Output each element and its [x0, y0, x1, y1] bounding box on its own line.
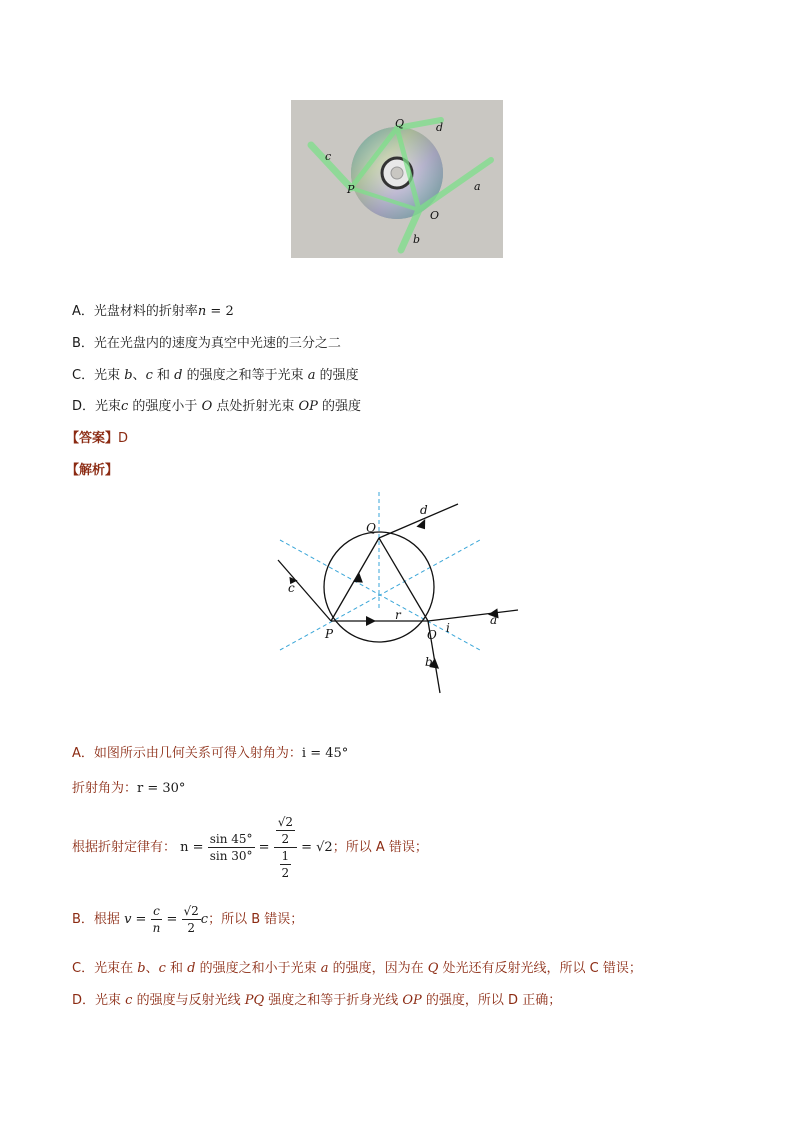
refraction-diagram — [270, 488, 530, 698]
solution-a3: 根据折射定律有： n = $\frac{\sin 45^\circ}{\sin 30^\circ}$ = $\frac{\frac{√2}{2}}{\frac{1}{2}}$ = √2；所以 A 错误； — [72, 815, 428, 880]
photo-label-q: Q — [395, 117, 405, 130]
diagram-label-c: c — [288, 581, 295, 595]
photo-label-b: b — [413, 233, 421, 246]
diagram-label-d: d — [420, 503, 428, 517]
diagram-label-p: P — [325, 627, 334, 641]
photo-label-a: a — [474, 180, 481, 193]
solution-c1: C．光束在 b、c 和 d 的强度之和小于光束 a 的强度，因为在 Q 处光还有反射光线，所以 C 错误； — [72, 961, 642, 976]
answer-line — [66, 430, 128, 448]
photo-label-d: d — [436, 121, 444, 134]
diagram-label-i: i — [446, 621, 450, 635]
solution-b1: B．根据 v = $\frac{c}{n}$ = $\frac{√2}{2}$ c；所以 B 错误； — [72, 904, 304, 935]
answer-value: D — [118, 431, 129, 446]
answer-label: 【答案】 — [66, 431, 119, 446]
solution-a2: 折射角为：r = 30° — [72, 781, 186, 796]
diagram-label-o: O — [427, 628, 437, 642]
option-c: C．光束 b、c 和 d 的强度之和等于光束 a 的强度 — [72, 368, 359, 383]
option-b: B．光在光盘内的速度为真空中光速的三分之二 — [72, 336, 341, 351]
diagram-label-a: a — [490, 613, 498, 627]
option-a: A．光盘材料的折射率n = 2 — [72, 304, 234, 319]
analysis-label: 【解析】 — [66, 463, 119, 478]
cd-photo — [291, 100, 503, 258]
diagram-label-r: r — [395, 608, 401, 622]
diagram-label-q: Q — [366, 521, 376, 535]
photo-label-c: c — [325, 150, 332, 163]
photo-label-o: O — [430, 209, 440, 222]
option-d: D．光束c 的强度小于 O 点处折射光束 OP 的强度 — [72, 399, 362, 414]
solution-d1: D．光束 c 的强度与反射光线 PQ 强度之和等于折身光线 OP 的强度，所以 D 正确； — [72, 993, 562, 1008]
solution-a1: A．如图所示由几何关系可得入射角为：i = 45° — [72, 746, 349, 761]
diagram-label-b: b — [425, 655, 433, 669]
photo-label-p: P — [347, 183, 355, 196]
